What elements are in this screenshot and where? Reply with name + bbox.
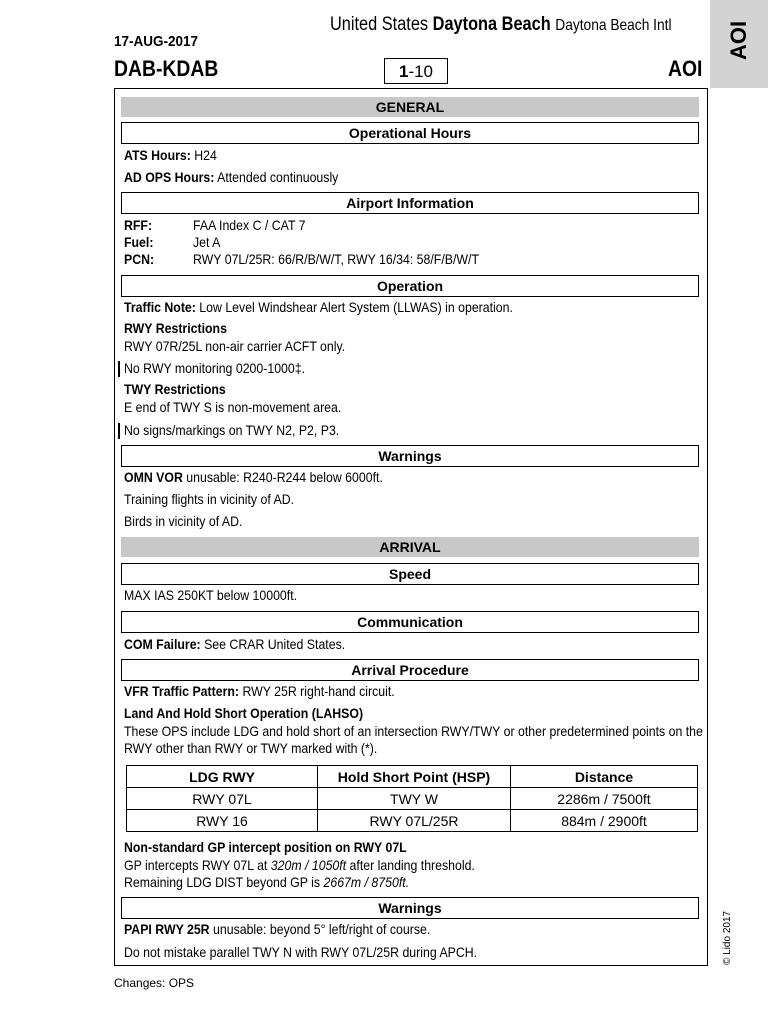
general-warnings-heading: Warnings [121, 445, 699, 467]
side-tab-label: AOI [726, 20, 751, 60]
vfr-traffic-pattern-label: VFR Traffic Pattern: [124, 683, 240, 699]
table-cell: TWY W [318, 788, 511, 810]
twy-restrictions-title [124, 381, 226, 397]
airport-information-heading: Airport Information [121, 192, 699, 214]
gp-intercept-line-2 [124, 874, 409, 890]
table-header: Distance [511, 766, 698, 788]
operation-heading: Operation [121, 275, 699, 297]
ats-hours-label: ATS Hours: [124, 147, 191, 163]
ad-ops-hours-label: AD OPS Hours: [124, 169, 215, 185]
ad-ops-hours [124, 169, 338, 185]
ats-hours-value: H24 [190, 147, 217, 163]
page-number-box [384, 58, 448, 84]
general-band: GENERAL [121, 97, 699, 117]
rff-value: FAA Index C / CAT 7 [193, 217, 306, 233]
gp-line-2-value: 2667m / 8750ft. [323, 874, 410, 890]
communication-heading: Communication [121, 611, 699, 633]
rwy-restriction-line-2: No RWY monitoring 0200-1000‡. [124, 360, 306, 376]
general-warning-line-3: Birds in vicinity of AD. [124, 513, 243, 529]
twy-restrictions-label: TWY Restrictions [124, 381, 226, 397]
table-cell: 884m / 2900ft [511, 810, 698, 832]
gp-line-1-value: 320m / 1050ft [270, 857, 347, 873]
ad-ops-hours-value: Attended continuously [214, 169, 339, 185]
change-bar [118, 361, 120, 377]
lahso-table [126, 765, 698, 832]
rff-label: RFF: [124, 217, 153, 233]
com-failure-label: COM Failure: [124, 636, 201, 652]
operational-hours-heading: Operational Hours [121, 122, 699, 144]
papi-value: unusable: beyond 5° left/right of course. [209, 921, 431, 937]
traffic-note [124, 299, 513, 315]
lahso-title-label: Land And Hold Short Operation (LAHSO) [124, 705, 364, 721]
table-cell: RWY 16 [127, 810, 318, 832]
traffic-note-value: Low Level Windshear Alert System (LLWAS) in operation. [195, 299, 513, 315]
speed-line: MAX IAS 250KT below 10000ft. [124, 587, 298, 603]
side-tab [710, 0, 768, 88]
table-cell: RWY 07L [127, 788, 318, 810]
general-warning-line-2: Training flights in vicinity of AD. [124, 491, 295, 507]
rwy-restriction-line-1: RWY 07R/25L non-air carrier ACFT only. [124, 338, 346, 354]
pcn-label: PCN: [124, 251, 155, 267]
twy-restriction-line-2: No signs/markings on TWY N2, P2, P3. [124, 422, 340, 438]
vfr-traffic-pattern [124, 683, 395, 699]
changes-note: Changes: OPS [114, 976, 195, 990]
fuel-label: Fuel: [124, 234, 154, 250]
papi-label: PAPI RWY 25R [124, 921, 210, 937]
arrival-procedure-heading: Arrival Procedure [121, 659, 699, 681]
traffic-note-label: Traffic Note: [124, 299, 196, 315]
header-country: United States [330, 14, 429, 35]
gp-line-1-suffix: after landing threshold. [346, 857, 475, 873]
fuel-value: Jet A [193, 234, 221, 250]
gp-intercept-title [124, 839, 407, 855]
omn-vor-label: OMN VOR [124, 469, 183, 485]
pcn-value: RWY 07L/25R: 66/R/B/W/T, RWY 16/34: 58/F/B/W/T [193, 251, 479, 267]
header-airport-name: Daytona Beach Intl [555, 17, 672, 34]
papi-warning [124, 921, 430, 937]
speed-heading: Speed [121, 563, 699, 585]
copyright: © Lido 2017 [722, 910, 733, 965]
arrival-warning-line-2: Do not mistake parallel TWY N with RWY 07L/25R during APCH. [124, 944, 478, 960]
lahso-line-1: These OPS include LDG and hold short of an intersection RWY/TWY or other predetermined points on the [124, 723, 703, 739]
table-header: LDG RWY [127, 766, 318, 788]
lahso-line-2: RWY other than RWY or TWY marked with (*). [124, 740, 378, 756]
change-bar [118, 423, 120, 439]
omn-vor-value: unusable: R240-R244 below 6000ft. [182, 469, 383, 485]
chart-date: 17-AUG-2017 [114, 33, 199, 50]
gp-intercept-title-label: Non-standard GP intercept position on RWY 07L [124, 839, 407, 855]
table-header: Hold Short Point (HSP) [318, 766, 511, 788]
rwy-restrictions-label: RWY Restrictions [124, 320, 227, 336]
com-failure-value: See CRAR United States. [200, 636, 346, 652]
ats-hours [124, 147, 217, 163]
page-number-sub: -10 [408, 62, 434, 81]
gp-line-1-text: GP intercepts RWY 07L at [124, 857, 271, 873]
vfr-traffic-pattern-value: RWY 25R right-hand circuit. [239, 683, 395, 699]
arrival-warnings-heading: Warnings [121, 897, 699, 919]
arrival-band: ARRIVAL [121, 537, 699, 557]
rwy-restrictions-title [124, 320, 227, 336]
table-header-row [127, 766, 698, 788]
header-city: Daytona Beach [432, 14, 551, 35]
header-location [330, 14, 672, 36]
table-cell: RWY 07L/25R [318, 810, 511, 832]
com-failure [124, 636, 345, 652]
table-row [127, 788, 698, 810]
table-row [127, 810, 698, 832]
page-number-main: 1 [398, 62, 409, 81]
table-cell: 2286m / 7500ft [511, 788, 698, 810]
airport-code: DAB-KDAB [114, 56, 219, 81]
omn-vor-warning [124, 469, 383, 485]
lahso-title [124, 705, 363, 721]
section-code: AOI [668, 56, 703, 81]
gp-line-2-text: Remaining LDG DIST beyond GP is [124, 874, 324, 890]
twy-restriction-line-1: E end of TWY S is non-movement area. [124, 399, 342, 415]
gp-intercept-line-1 [124, 857, 475, 873]
